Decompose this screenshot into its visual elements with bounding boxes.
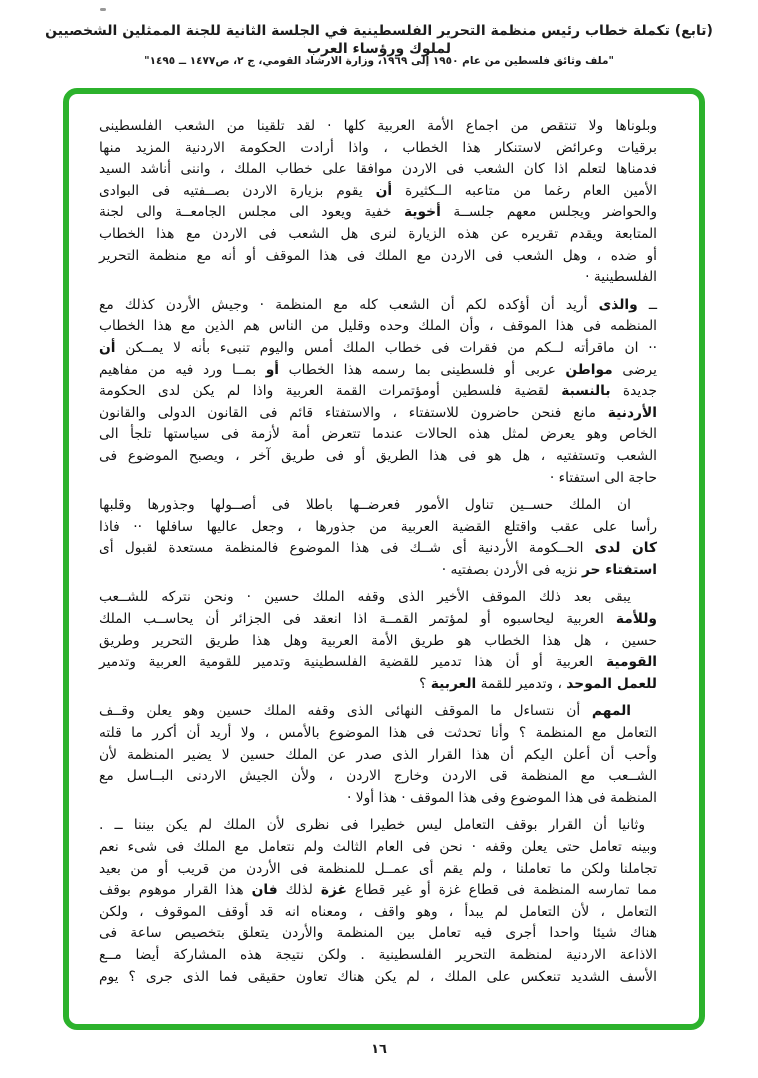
text-line: الأمين العام رغما من متاعبه الــكثيرة أن يقوم بزيارة الاردن بصــفتيه فى البوادى [99,182,657,199]
scan-artifact-speck [100,8,106,11]
text-line: حسين ، هل هذا الخطاب هو طريق الأمة العربية وهل هذا طريق التحرير وطريق [99,632,657,649]
document-source-citation: "ملف وثائق فلسطين من عام ١٩٥٠ إلى ١٩٦٩، وزارة الارشاد القومي، ج ٢، ص١٤٧٧ ــ ١٤٩٥" [144,55,614,67]
text-line: المنظمة فى هذا الموضوع وفى هذا الموقف · هذا أولا · [347,789,657,806]
text-line: ·· ان ماقرأته لــكم من فقرات فى خطاب الملك أمس واليوم تنبىء بأنه لا يمــكن أن [99,339,657,356]
text-line: مما تمارسه المنظمة فى قطاع غزة أو غير قطاع غزة لذلك فان هذا القرار موهوم بوقف [99,882,657,899]
text-line: ان الملك حســين تناول الأمور فعرضــها باطلا فى أصــولها وجذورها وقلبها [99,497,631,514]
text-line: المنظمه فى هذا الموقف ، وأن الملك وحده وقليل من الناس هم الذين مع هذا الخطاب [99,318,657,335]
text-line: وبينه تعامل حتى يعلن وقفه · نحن فى العام الثالث ولم نتعامل مع الملك فى شىء نعم [99,839,657,855]
text-line: استفتاء حر نزيه فى الأردن بصفتيه · [441,561,657,578]
text-line: كان لدى الحــكومة الأردنية أى شــك فى هذا الموضوع فالمنظمة مستعدة لقبول أى [99,540,657,557]
text-line: المهم أن نتساءل ما الموقف النهائى الذى وقفه الملك حسين وهو يعلن وقــف [99,703,631,720]
text-line: وبلوناها ولا تنتقص من اجماع الأمة العربية كلها · لقد تلقينا من الشعب الفلسطينى [99,118,657,134]
text-line: الأسف الشديد تنعكس على الملك ، لم يكن هناك تعاون حقيقى فما الذى جرى ؟ يوم [99,968,657,985]
text-line: الفلسطينية · [585,269,657,286]
paragraph [99,815,657,988]
text-line: أو ضده ، وهل الشعب فى الاردن مع الملك فى هذا الموقف أو أنه مع منظمة التحرير [99,247,657,264]
text-line: يبقى بعد ذلك الموقف الأخير الذى وقفه الملك حسين · ونحن نتركه للشــعب [99,589,631,606]
text-line: برقيات وعرائض لاستنكار هذا الخطاب ، واذا أرادت الحكومة الاردنية المزيد منها [99,139,657,156]
text-line: وثانيا أن القرار بوقف التعامل ليس خطيرا فى نظرى لأن الملك لم يكن بيننا ــ . [99,817,645,834]
text-line: للعمل الموحد ، وتدمير للقمة العربية ؟ [419,675,657,692]
page-number: ١٦ [371,1042,387,1057]
text-line: فدمناها لتعلم اذا كان الشعب فى الاردن موافقا على خطاب الملك ، واننى أناشد السيد [99,161,657,178]
text-line: الخاص وهو يعرض لمثل هذه الحالات عندما تتعرض أمة لأزمة فى سياستها تلجأ الى [99,426,657,443]
text-line: يرضى مواطن عربى أو فلسطينى بما رسمه هذا الخطاب أو بمــا ورد فيه من مفاهيم [99,361,657,378]
text-line: هناك شيئا واحدا أجرى فيه تعامل بين المنظمة والأردن يتعلق بتخصيص ساعة فى [99,925,657,942]
text-line: الشــعب مع المنظمة قى الاردن وخارج الاردن ، ولأن الجيش الاردنى البــاسل مع [99,768,657,785]
text-line: التعامل ، لأن التعامل لم يبدأ ، وهو واقف ، ومعناه انه قد أوقف الموقوف ، ولكن [99,903,657,920]
text-line: جديدة بالنسبة لقضية فلسطين أومؤتمرات القمة العربية واذا لم يكن لدى الحكومة [99,383,658,400]
text-line: المتابعة ويقدم تقريره عن هذه الزيارة لنرى هل الشعب فى الاردن مع هذا الخطاب [99,225,657,242]
paragraph [99,495,657,581]
text-line: وللأمة العربية ليحاسبوه أو لمؤتمر القمــة اذا انعقد فى الجزائر أن يحاســب الملك [99,611,657,628]
text-line: الأردنية مانع فنحن حاضرون للاستفتاء ، والاستفتاء قائم فى القانون الدولى والقانون [99,404,657,421]
text-line: التعامل مع المنظمة ؟ وأنا تحدثت فى هذا الموضوع بالأمس ، ولا أريد أن أكرر ما قلته [99,725,657,742]
text-line: الاذاعة الاردنية لمنظمة التحرير الفلسطينية . ولكن نتيجة هذه المشاركة أيضا مــع [99,946,657,963]
text-line: الشعب وتستفتيه ، هل هو فى هذا الطريق أو فى طريق آخر ، ويصبح الموضوع فى [99,447,657,464]
text-line: حاجة الى استفتاء · [549,469,657,486]
document-title: (تابع) تكملة خطاب رئيس منظمة التحرير الفلسطينية في الجلسة الثانية للجنة الممثلين الشخصيين لملوك ورؤساء العرب [45,23,713,57]
text-line: تجاملنا ولكن ما تعاملنا ، ولم يقم أى عمــل للمنظمة فى الأردن من قريب أو من بعيد [99,860,657,877]
paragraph [99,701,657,809]
paragraph [99,295,657,489]
text-line: القومية العربية أو أن هذا تدمير للقضية الفلسطينية وتدمير للقومية العربية وتدمير [99,654,657,671]
paragraph [99,587,657,695]
paragraph [99,116,657,289]
text-line: ــ والذى أريد أن أؤكده لكم أن الشعب كله مع المنظمة · وجيش الأردن كذلك مع [99,296,657,313]
text-line: وأحب أن أعلن اليكم أن هذا القرار الذى صدر عن الملك حسين لا يضير المنظمة لأن [99,746,657,763]
text-line: والحواضر ويجلس معهم جلســة أخوية خفية ويعود الى مجلس الجامعــة والى لجنة [99,204,657,221]
document-body-text [69,94,687,1012]
text-line: رأسا على عقب واقتلع القضية العربية من جذورها ، وجعل عاليها سافلها ·· فاذا [99,518,657,535]
